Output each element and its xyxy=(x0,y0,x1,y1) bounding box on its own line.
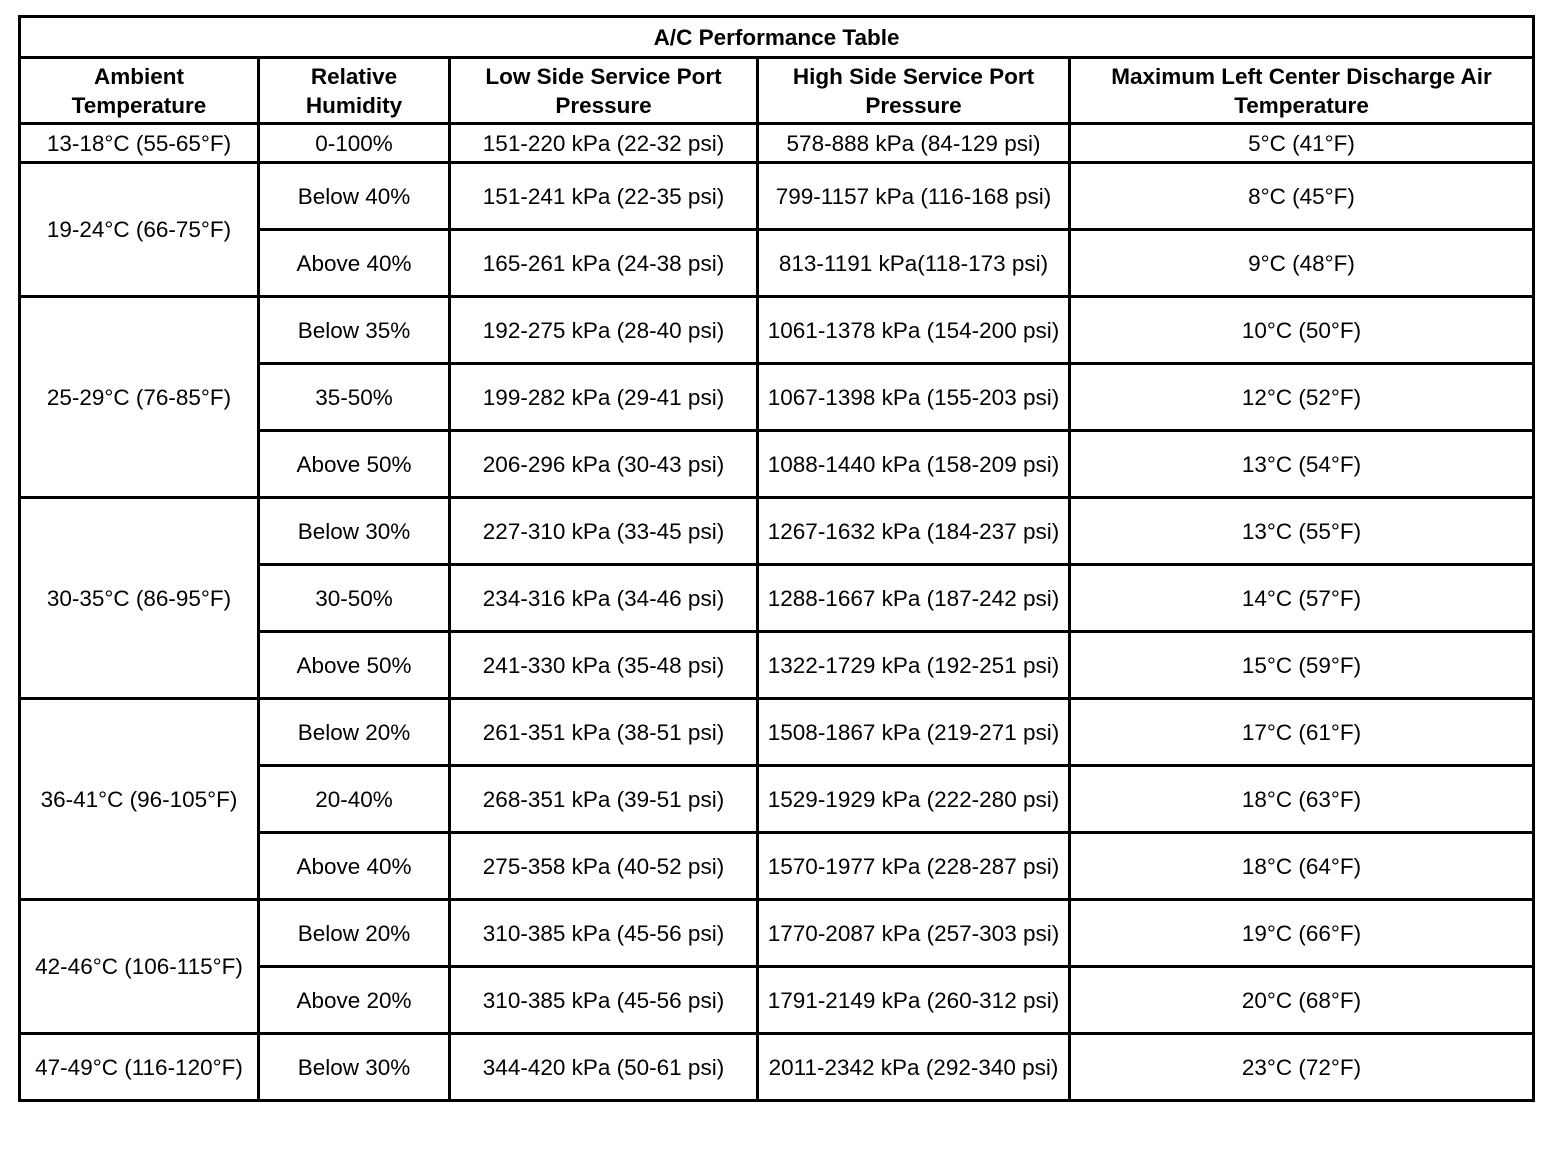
ambient-temperature-cell: 19-24°C (66-75°F) xyxy=(20,163,259,297)
discharge-temperature-cell: 23°C (72°F) xyxy=(1070,1034,1534,1101)
ambient-temperature-cell: 30-35°C (86-95°F) xyxy=(20,498,259,699)
discharge-temperature-cell: 8°C (45°F) xyxy=(1070,163,1534,230)
humidity-cell: Below 35% xyxy=(259,297,450,364)
low-side-pressure-cell: 261-351 kPa (38-51 psi) xyxy=(450,699,758,766)
high-side-pressure-cell: 2011-2342 kPa (292-340 psi) xyxy=(758,1034,1070,1101)
table-row xyxy=(20,498,1534,565)
humidity-cell: Below 30% xyxy=(259,498,450,565)
low-side-pressure-cell: 241-330 kPa (35-48 psi) xyxy=(450,632,758,699)
humidity-cell: Above 40% xyxy=(259,833,450,900)
discharge-temperature-cell: 13°C (55°F) xyxy=(1070,498,1534,565)
humidity-cell: Below 40% xyxy=(259,163,450,230)
header-high-side-pressure: High Side Service Port Pressure xyxy=(758,58,1070,124)
low-side-pressure-cell: 234-316 kPa (34-46 psi) xyxy=(450,565,758,632)
low-side-pressure-cell: 151-220 kPa (22-32 psi) xyxy=(450,124,758,163)
discharge-temperature-cell: 5°C (41°F) xyxy=(1070,124,1534,163)
header-relative-humidity: Relative Humidity xyxy=(259,58,450,124)
humidity-cell: Above 40% xyxy=(259,230,450,297)
high-side-pressure-cell: 1529-1929 kPa (222-280 psi) xyxy=(758,766,1070,833)
discharge-temperature-cell: 18°C (63°F) xyxy=(1070,766,1534,833)
high-side-pressure-cell: 1791-2149 kPa (260-312 psi) xyxy=(758,967,1070,1034)
low-side-pressure-cell: 310-385 kPa (45-56 psi) xyxy=(450,967,758,1034)
discharge-temperature-cell: 20°C (68°F) xyxy=(1070,967,1534,1034)
low-side-pressure-cell: 192-275 kPa (28-40 psi) xyxy=(450,297,758,364)
table-row xyxy=(20,124,1534,163)
header-low-side-pressure: Low Side Service Port Pressure xyxy=(450,58,758,124)
high-side-pressure-cell: 1508-1867 kPa (219-271 psi) xyxy=(758,699,1070,766)
humidity-cell: Above 50% xyxy=(259,431,450,498)
low-side-pressure-cell: 344-420 kPa (50-61 psi) xyxy=(450,1034,758,1101)
low-side-pressure-cell: 275-358 kPa (40-52 psi) xyxy=(450,833,758,900)
low-side-pressure-cell: 227-310 kPa (33-45 psi) xyxy=(450,498,758,565)
high-side-pressure-cell: 1770-2087 kPa (257-303 psi) xyxy=(758,900,1070,967)
high-side-pressure-cell: 1067-1398 kPa (155-203 psi) xyxy=(758,364,1070,431)
discharge-temperature-cell: 10°C (50°F) xyxy=(1070,297,1534,364)
header-ambient-temperature: Ambient Temperature xyxy=(20,58,259,124)
discharge-temperature-cell: 12°C (52°F) xyxy=(1070,364,1534,431)
header-row xyxy=(20,58,1534,124)
humidity-cell: Above 20% xyxy=(259,967,450,1034)
humidity-cell: Above 50% xyxy=(259,632,450,699)
table-row xyxy=(20,1034,1534,1101)
ac-performance-table xyxy=(18,15,1535,1102)
table-row xyxy=(20,699,1534,766)
ambient-temperature-cell: 13-18°C (55-65°F) xyxy=(20,124,259,163)
high-side-pressure-cell: 1570-1977 kPa (228-287 psi) xyxy=(758,833,1070,900)
ambient-temperature-cell: 36-41°C (96-105°F) xyxy=(20,699,259,900)
humidity-cell: 35-50% xyxy=(259,364,450,431)
table-row xyxy=(20,900,1534,967)
humidity-cell: 30-50% xyxy=(259,565,450,632)
table-title: A/C Performance Table xyxy=(20,17,1534,58)
humidity-cell: 0-100% xyxy=(259,124,450,163)
discharge-temperature-cell: 19°C (66°F) xyxy=(1070,900,1534,967)
high-side-pressure-cell: 813-1191 kPa(118-173 psi) xyxy=(758,230,1070,297)
high-side-pressure-cell: 1061-1378 kPa (154-200 psi) xyxy=(758,297,1070,364)
high-side-pressure-cell: 1088-1440 kPa (158-209 psi) xyxy=(758,431,1070,498)
low-side-pressure-cell: 151-241 kPa (22-35 psi) xyxy=(450,163,758,230)
low-side-pressure-cell: 206-296 kPa (30-43 psi) xyxy=(450,431,758,498)
ambient-temperature-cell: 25-29°C (76-85°F) xyxy=(20,297,259,498)
low-side-pressure-cell: 268-351 kPa (39-51 psi) xyxy=(450,766,758,833)
high-side-pressure-cell: 799-1157 kPa (116-168 psi) xyxy=(758,163,1070,230)
title-row xyxy=(20,17,1534,58)
humidity-cell: 20-40% xyxy=(259,766,450,833)
high-side-pressure-cell: 1267-1632 kPa (184-237 psi) xyxy=(758,498,1070,565)
high-side-pressure-cell: 578-888 kPa (84-129 psi) xyxy=(758,124,1070,163)
humidity-cell: Below 30% xyxy=(259,1034,450,1101)
humidity-cell: Below 20% xyxy=(259,900,450,967)
header-discharge-air-temperature: Maximum Left Center Discharge Air Temperature xyxy=(1070,58,1534,124)
discharge-temperature-cell: 17°C (61°F) xyxy=(1070,699,1534,766)
low-side-pressure-cell: 165-261 kPa (24-38 psi) xyxy=(450,230,758,297)
low-side-pressure-cell: 310-385 kPa (45-56 psi) xyxy=(450,900,758,967)
humidity-cell: Below 20% xyxy=(259,699,450,766)
discharge-temperature-cell: 13°C (54°F) xyxy=(1070,431,1534,498)
discharge-temperature-cell: 14°C (57°F) xyxy=(1070,565,1534,632)
high-side-pressure-cell: 1288-1667 kPa (187-242 psi) xyxy=(758,565,1070,632)
ambient-temperature-cell: 47-49°C (116-120°F) xyxy=(20,1034,259,1101)
discharge-temperature-cell: 15°C (59°F) xyxy=(1070,632,1534,699)
discharge-temperature-cell: 18°C (64°F) xyxy=(1070,833,1534,900)
high-side-pressure-cell: 1322-1729 kPa (192-251 psi) xyxy=(758,632,1070,699)
low-side-pressure-cell: 199-282 kPa (29-41 psi) xyxy=(450,364,758,431)
ambient-temperature-cell: 42-46°C (106-115°F) xyxy=(20,900,259,1034)
discharge-temperature-cell: 9°C (48°F) xyxy=(1070,230,1534,297)
table-row xyxy=(20,163,1534,230)
table-row xyxy=(20,297,1534,364)
